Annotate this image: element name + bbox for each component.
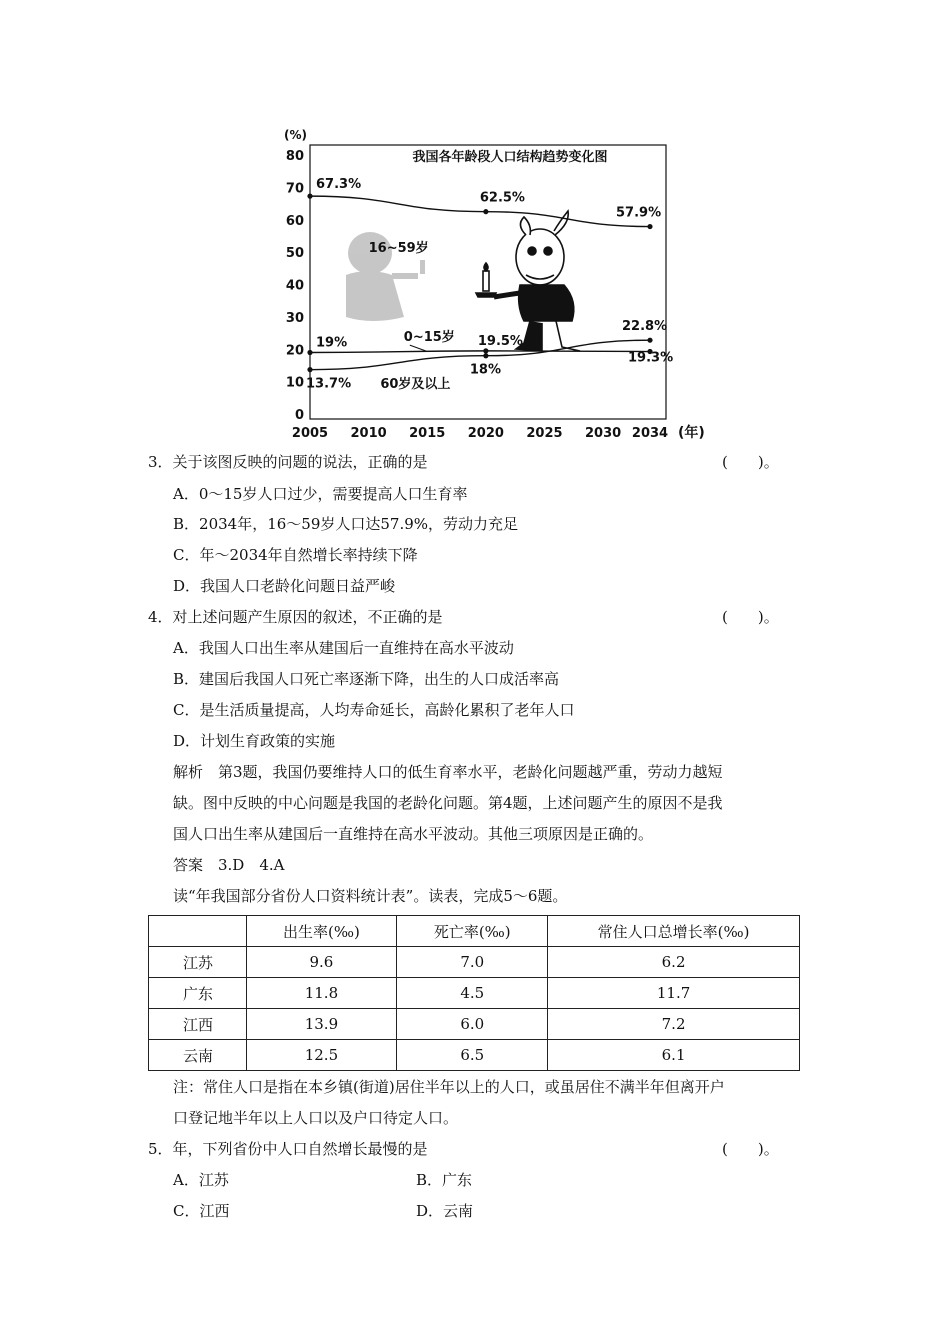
analysis-line: 解析 第3题，我国仍要维持人口的低生育率水平，老龄化问题越严重，劳动力越短: [173, 763, 723, 781]
data-label: 18%: [469, 362, 501, 378]
table-row: [149, 1009, 800, 1040]
x-tick-label: 2034: [631, 426, 669, 441]
data-label: 62.5%: [479, 190, 525, 206]
table-cell: 6.1: [548, 1040, 800, 1071]
table-cell: 13.9: [246, 1009, 397, 1040]
data-point: [307, 194, 312, 199]
x-tick-label: 2030: [585, 426, 622, 441]
y-tick-label: 30: [285, 310, 304, 326]
x-tick-label: 2010: [350, 426, 387, 441]
q5-option-d: D．云南: [416, 1202, 474, 1220]
data-label: 22.8%: [622, 319, 668, 335]
data-label: 19.5%: [477, 333, 523, 349]
analysis-line: 缺。图中反映的中心问题是我国的老龄化问题。第4题，上述问题产生的原因不是我: [173, 794, 723, 812]
table-cell: 6.2: [548, 947, 800, 978]
q4-option-c: C．是生活质量提高，人均寿命延长，高龄化累积了老年人口: [173, 701, 575, 719]
y-tick-label: 60: [285, 213, 304, 229]
data-point: [307, 350, 312, 355]
q4-option-a: A．我国人口出生率从建国后一直维持在高水平波动: [173, 639, 514, 657]
table-cell: 12.5: [246, 1040, 397, 1071]
y-unit-label: (%): [284, 128, 307, 142]
answer-key: 答案 3.D 4.A: [173, 856, 285, 874]
series-name-label: 16~59岁: [368, 241, 429, 257]
population-table: [148, 915, 800, 1071]
data-point: [647, 338, 652, 343]
table-note: 注：常住人口是指在本乡镇(街道)居住半年以上的人口，或虽居住不满半年但离开户: [173, 1078, 725, 1096]
y-tick-label: 50: [285, 246, 304, 262]
q3-option-a: A．0～15岁人口过少，需要提高人口生育率: [173, 485, 468, 503]
data-point: [483, 348, 488, 353]
y-tick-label: 40: [285, 278, 304, 294]
q4-option-b: B．建国后我国人口死亡率逐渐下降，出生的人口成活率高: [173, 670, 560, 688]
q3-stem: 3．关于该图反映的问题的说法，正确的是: [148, 453, 428, 471]
q5-option-b: B．广东: [416, 1171, 473, 1189]
table-row: [149, 947, 800, 978]
province-cell: 江西: [149, 1009, 247, 1040]
series-name-label: 0~15岁: [403, 330, 455, 346]
y-tick-label: 20: [285, 343, 304, 359]
table-cell: 6.5: [397, 1040, 548, 1071]
table-row: [149, 1040, 800, 1071]
q3-option-d: D．我国人口老龄化问题日益严峻: [173, 577, 396, 595]
q4-answer-blank: ( )。: [722, 608, 779, 626]
data-label: 67.3%: [316, 177, 362, 193]
table-header-cell: 出生率(‰): [246, 916, 397, 947]
data-label: 13.7%: [306, 376, 352, 392]
x-tick-label: 2020: [467, 426, 504, 441]
y-tick-label: 10: [285, 375, 304, 391]
table-row: [149, 978, 800, 1009]
x-tick-label: 2005: [291, 426, 329, 441]
data-label: 19%: [316, 335, 348, 351]
q5-option-c: C．江西: [173, 1202, 230, 1220]
table-header-cell: 常住人口总增长率(‰): [548, 916, 800, 947]
table-header-cell: 死亡率(‰): [397, 916, 548, 947]
label-leader-line: [410, 345, 427, 351]
population-chart: [280, 125, 710, 443]
q5-stem: 5．年，下列省份中人口自然增长最慢的是: [148, 1140, 428, 1158]
x-unit-label: (年): [678, 425, 705, 441]
q5-answer-blank: ( )。: [722, 1140, 779, 1158]
province-cell: 广东: [149, 978, 247, 1009]
data-point: [307, 367, 312, 372]
q4-stem: 4．对上述问题产生原因的叙述，不正确的是: [148, 608, 443, 626]
y-tick-label: 70: [285, 181, 304, 197]
x-tick-label: 2015: [409, 426, 446, 441]
data-label: 19.3%: [628, 350, 674, 366]
table-cell: 6.0: [397, 1009, 548, 1040]
table-cell: 7.0: [397, 947, 548, 978]
data-label: 57.9%: [616, 205, 662, 221]
q3-answer-blank: ( )。: [722, 453, 779, 471]
y-tick-label: 80: [285, 149, 304, 164]
series-line: [310, 351, 650, 353]
table-cell: 11.7: [548, 978, 800, 1009]
table-cell: 4.5: [397, 978, 548, 1009]
q4-option-d: D．计划生育政策的实施: [173, 732, 336, 750]
table-header-cell: [149, 916, 247, 947]
q3-option-b: B．2034年，16～59岁人口达57.9%，劳动力充足: [173, 515, 519, 533]
old-man-candle-illustration: [476, 211, 580, 351]
table-intro: 读“年我国部分省份人口资料统计表”。读表，完成5～6题。: [173, 887, 568, 905]
x-tick-label: 2025: [526, 426, 563, 441]
table-cell: 11.8: [246, 978, 397, 1009]
q3-option-c: C．年～2034年自然增长率持续下降: [173, 546, 418, 564]
series-name-label: 60岁及以上: [380, 377, 451, 393]
q5-option-a: A．江苏: [173, 1171, 229, 1189]
table-cell: 7.2: [548, 1009, 800, 1040]
data-point: [483, 353, 488, 358]
table-cell: 9.6: [246, 947, 397, 978]
y-tick-label: 0: [294, 408, 304, 423]
province-cell: 云南: [149, 1040, 247, 1071]
table-note: 口登记地半年以上人口以及户口待定人口。: [173, 1109, 459, 1127]
analysis-line: 国人口出生率从建国后一直维持在高水平波动。其他三项原因是正确的。: [173, 825, 654, 843]
chart-title: 我国各年龄段人口结构趋势变化图: [412, 150, 608, 165]
data-point: [483, 209, 488, 214]
data-point: [647, 224, 652, 229]
province-cell: 江苏: [149, 947, 247, 978]
